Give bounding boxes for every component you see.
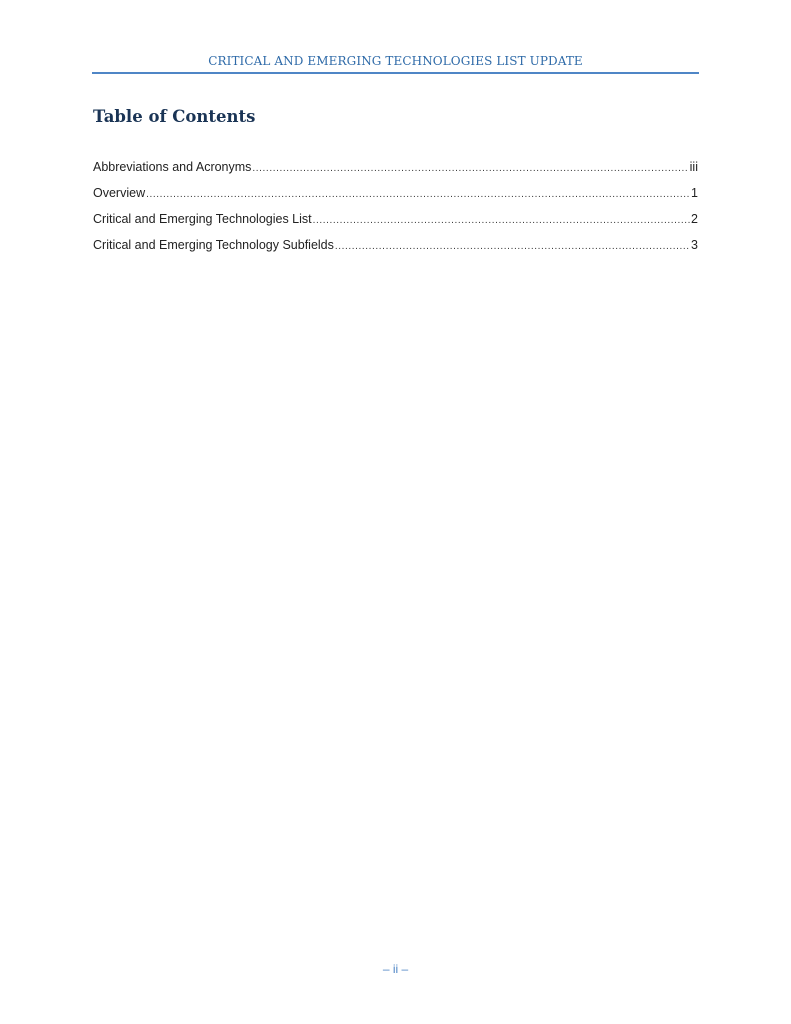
toc-entry-title[interactable]: Overview (93, 186, 146, 200)
toc-heading: Table of Contents (93, 107, 256, 126)
toc-entry-abbreviations[interactable] (93, 160, 698, 186)
page-number-footer: – ii – (382, 962, 409, 976)
toc-dot-leader (146, 189, 690, 200)
toc-entry-technologies-list[interactable] (93, 212, 698, 238)
toc-dot-leader (313, 215, 690, 226)
running-header: CRITICAL AND EMERGING TECHNOLOGIES LIST UPDATE (208, 54, 583, 68)
toc-dot-leader (335, 241, 690, 252)
header-divider (92, 72, 699, 74)
toc-entry-title[interactable]: Abbreviations and Acronyms (93, 160, 252, 174)
toc-dot-leader (252, 163, 688, 174)
toc-entry-technology-subfields[interactable] (93, 238, 698, 264)
toc-entry-page-number[interactable]: iii (689, 160, 698, 174)
toc-entry-page-number[interactable]: 3 (691, 238, 698, 252)
toc-entry-overview[interactable] (93, 186, 698, 212)
toc-entry-page-number[interactable]: 2 (691, 212, 698, 226)
toc-entry-title[interactable]: Critical and Emerging Technologies List (93, 212, 312, 226)
toc-entry-title[interactable]: Critical and Emerging Technology Subfields (93, 238, 334, 252)
toc-list (93, 160, 698, 264)
toc-entry-page-number[interactable]: 1 (691, 186, 698, 200)
